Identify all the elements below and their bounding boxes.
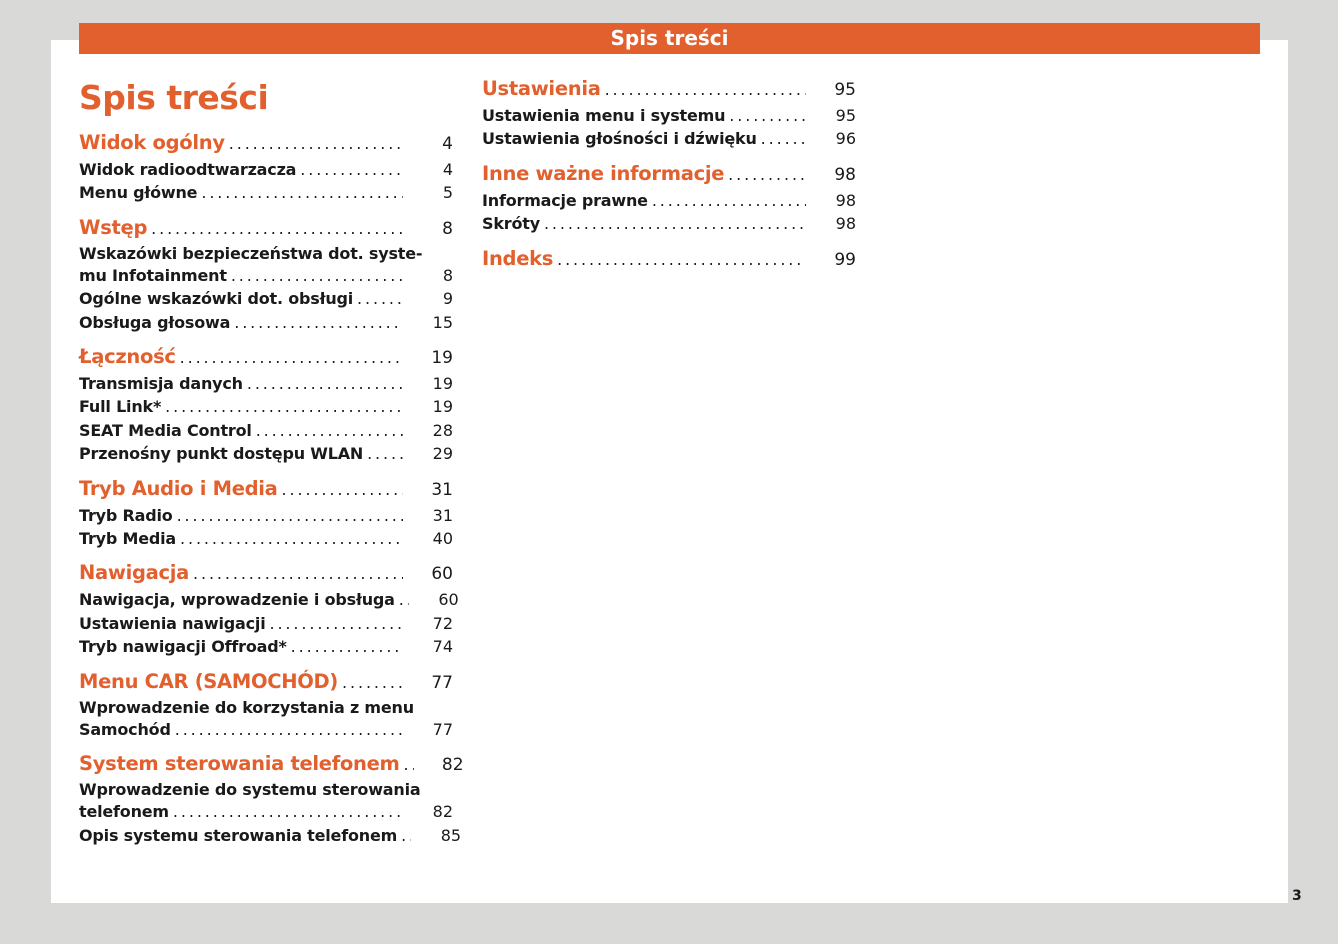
toc-entry-link[interactable] — [482, 104, 856, 127]
dot-leader — [729, 104, 806, 127]
toc-entry-page: 8 — [442, 265, 453, 285]
dot-leader — [544, 212, 806, 235]
toc-entry-title: Full Link* — [79, 397, 162, 417]
toc-entry-row — [79, 264, 453, 287]
toc-entry-row — [79, 718, 453, 741]
toc-heading-page: 60 — [431, 564, 453, 585]
dot-leader — [256, 419, 403, 442]
toc-entry-link[interactable] — [79, 635, 453, 658]
toc-section-wstep — [79, 215, 453, 334]
toc-section-widok-ogolny — [79, 130, 453, 205]
toc-heading-link[interactable] — [482, 76, 856, 103]
toc-heading-title: Indeks — [482, 246, 554, 270]
toc-entry-title: Przenośny punkt dostępu WLAN — [79, 444, 364, 464]
toc-heading-page: 31 — [431, 479, 453, 500]
toc-entry-link[interactable] — [79, 181, 453, 204]
dot-leader — [177, 504, 403, 527]
toc-entry-title: SEAT Media Control — [79, 420, 252, 440]
dot-leader — [201, 181, 403, 204]
toc-entry-page: 40 — [432, 529, 453, 549]
dot-leader — [300, 158, 403, 181]
toc-entry-link[interactable] — [79, 395, 453, 418]
dot-leader — [401, 824, 411, 847]
dot-leader — [151, 216, 403, 242]
toc-heading-title: Menu CAR (SAMOCHÓD) — [79, 669, 339, 693]
dot-leader — [652, 189, 806, 212]
toc-entry-page: 9 — [442, 289, 453, 309]
toc-entry-title: Opis systemu sterowania telefonem — [79, 825, 398, 845]
toc-entry-page: 95 — [835, 106, 856, 125]
toc-entry-link[interactable] — [79, 442, 453, 465]
toc-entry-title: Ustawienia nawigacji — [79, 613, 266, 633]
toc-section-inne-informacje — [482, 161, 856, 236]
toc-entry-page: 96 — [835, 129, 856, 149]
toc-entry-page: 72 — [432, 613, 453, 633]
toc-column-right — [482, 76, 856, 283]
toc-entry-link[interactable] — [79, 824, 462, 847]
dot-leader — [231, 264, 403, 287]
toc-entry-page: 98 — [835, 190, 856, 210]
toc-heading-title: Tryb Audio i Media — [79, 476, 278, 500]
toc-entry-page: 85 — [440, 825, 462, 845]
toc-heading-link[interactable] — [482, 246, 856, 273]
toc-heading-link[interactable] — [79, 751, 464, 778]
toc-entry-page: 31 — [432, 505, 453, 525]
dot-leader — [269, 612, 403, 635]
toc-entry-link[interactable] — [79, 527, 453, 550]
toc-entry-link[interactable] — [79, 243, 453, 287]
toc-entry-link[interactable] — [79, 419, 453, 442]
toc-entry-page: 5 — [442, 183, 453, 203]
dot-leader — [229, 131, 403, 157]
toc-section-indeks — [482, 246, 856, 273]
toc-entry-page: 74 — [432, 637, 453, 657]
dot-leader — [282, 477, 403, 503]
toc-entry-title: Tryb Radio — [79, 505, 173, 525]
dot-leader — [557, 247, 806, 273]
toc-entry-link[interactable] — [482, 212, 856, 235]
toc-entry-link[interactable] — [482, 189, 856, 212]
toc-entry-page: 98 — [835, 214, 856, 234]
dot-leader — [342, 670, 403, 696]
dot-leader — [193, 561, 403, 587]
toc-heading-title: Nawigacja — [79, 561, 189, 585]
toc-entry-title: Transmisja danych — [79, 374, 243, 394]
toc-entry-row — [79, 800, 453, 823]
toc-entry-title: Obsługa głosowa — [79, 312, 231, 332]
toc-entry-title: mu Infotainment — [79, 265, 227, 285]
toc-heading-title: Łączność — [79, 345, 176, 369]
toc-heading-page: 77 — [431, 672, 453, 693]
toc-heading-link[interactable] — [79, 476, 453, 503]
dot-leader — [605, 77, 806, 103]
toc-entry-title: Widok radioodtwarzacza — [79, 160, 297, 179]
toc-heading-link[interactable] — [79, 130, 453, 157]
dot-leader — [173, 800, 403, 823]
toc-heading-title: System sterowania telefonem — [79, 752, 400, 776]
header-bar: Spis treści — [79, 23, 1260, 54]
toc-heading-page: 95 — [834, 80, 856, 100]
toc-section-nawigacja — [79, 560, 459, 658]
toc-entry-link[interactable] — [79, 779, 453, 823]
toc-heading-link[interactable] — [79, 669, 453, 696]
page-title: Spis treści — [79, 78, 269, 117]
toc-section-system-telefon — [79, 751, 464, 847]
toc-heading-title: Inne ważne informacje — [482, 161, 725, 185]
dot-leader — [357, 287, 403, 310]
toc-heading-page: 8 — [442, 218, 453, 239]
toc-section-tryb-audio-media — [79, 476, 453, 551]
toc-entry-title: Skróty — [482, 214, 540, 234]
toc-section-ustawienia — [482, 76, 856, 151]
toc-heading-title: Wstęp — [79, 215, 148, 239]
dot-leader — [180, 345, 403, 371]
toc-entry-page: 77 — [432, 719, 453, 739]
dot-leader — [761, 127, 806, 150]
toc-heading-link[interactable] — [482, 161, 856, 188]
toc-entry-page: 82 — [432, 802, 453, 822]
toc-entry-link[interactable] — [79, 697, 453, 741]
page-number: 3 — [1292, 888, 1302, 904]
toc-column-left — [79, 130, 464, 857]
toc-heading-link[interactable] — [79, 215, 453, 242]
toc-entry-page: 29 — [432, 444, 453, 464]
toc-entry-page: 60 — [438, 590, 459, 610]
toc-entry-title: Ustawienia menu i systemu — [482, 106, 726, 125]
toc-heading-title: Ustawienia — [482, 77, 601, 100]
toc-entry-title: Tryb nawigacji Offroad* — [79, 637, 287, 657]
toc-entry-title-line1: Wskazówki bezpieczeństwa dot. syste- — [79, 243, 423, 263]
toc-entry-title: Menu główne — [79, 183, 198, 203]
toc-entry-link[interactable] — [79, 504, 453, 527]
toc-entry-title: Informacje prawne — [482, 190, 648, 210]
toc-heading-page: 19 — [431, 348, 453, 369]
toc-heading-link[interactable] — [79, 560, 453, 587]
dot-leader — [175, 718, 403, 741]
toc-section-menu-car — [79, 669, 453, 741]
toc-entry-page: 4 — [442, 160, 453, 179]
toc-entry-link[interactable] — [79, 311, 453, 334]
toc-entry-title-line1: Wprowadzenie do systemu sterowania — [79, 780, 421, 800]
dot-leader — [404, 752, 414, 778]
toc-entry-title: Ustawienia głośności i dźwięku — [482, 129, 757, 149]
toc-entry-title: Nawigacja, wprowadzenie i obsługa — [79, 590, 395, 610]
toc-entry-link[interactable] — [79, 612, 453, 635]
toc-heading-link[interactable] — [79, 344, 453, 371]
toc-entry-title: Samochód — [79, 719, 171, 739]
toc-entry-title: Tryb Media — [79, 529, 177, 549]
toc-entry-link[interactable] — [79, 372, 453, 395]
toc-heading-title: Widok ogólny — [79, 131, 225, 154]
toc-entry-link[interactable] — [79, 588, 459, 611]
toc-entry-link[interactable] — [79, 287, 453, 310]
toc-entry-title-line1: Wprowadzenie do korzystania z menu — [79, 697, 414, 717]
dot-leader — [291, 635, 403, 658]
toc-entry-page: 19 — [432, 397, 453, 417]
toc-entry-title: telefonem — [79, 802, 169, 822]
dot-leader — [180, 527, 403, 550]
dot-leader — [234, 311, 403, 334]
dot-leader — [399, 588, 409, 611]
toc-entry-link[interactable] — [79, 158, 453, 181]
dot-leader — [247, 372, 403, 395]
toc-heading-page: 98 — [834, 164, 856, 185]
toc-entry-title: Ogólne wskazówki dot. obsługi — [79, 289, 354, 309]
toc-heading-page: 99 — [834, 249, 856, 270]
toc-entry-link[interactable] — [482, 127, 856, 150]
dot-leader — [367, 442, 403, 465]
toc-entry-page: 19 — [432, 374, 453, 394]
toc-heading-page: 4 — [442, 134, 453, 154]
toc-entry-page: 28 — [432, 420, 453, 440]
dot-leader — [165, 395, 403, 418]
toc-entry-page: 15 — [432, 312, 453, 332]
dot-leader — [728, 162, 806, 188]
toc-heading-page: 82 — [441, 755, 464, 776]
toc-section-lacznosc — [79, 344, 453, 466]
